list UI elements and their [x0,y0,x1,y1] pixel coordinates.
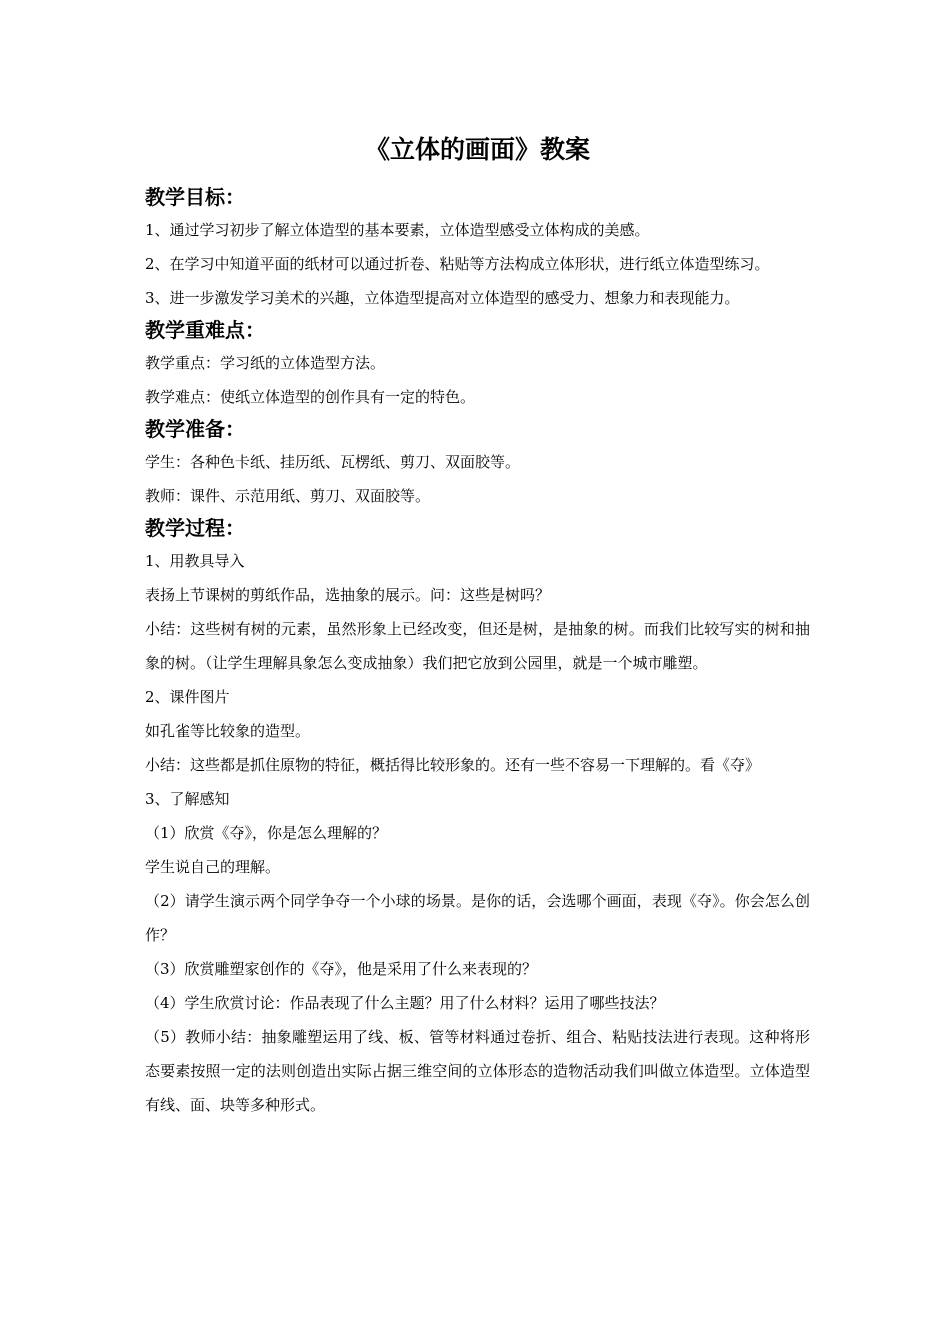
paragraph: 表扬上节课树的剪纸作品，选抽象的展示。问：这些是树吗？ [145,586,551,604]
paragraph: 2、在学习中知道平面的纸材可以通过折卷、粘贴等方法构成立体形状，进行纸立体造型练习。 [145,255,770,273]
paragraph: 2、课件图片 [145,688,230,706]
paragraph: 学生：各种色卡纸、挂历纸、瓦楞纸、剪刀、双面胶等。 [145,453,521,471]
paragraph: 1、通过学习初步了解立体造型的基本要素，立体造型感受立体构成的美感。 [145,221,650,239]
section-heading: 教学目标： [145,185,245,209]
paragraph: 如孔雀等比较象的造型。 [145,722,311,740]
paragraph: 教学难点：使纸立体造型的创作具有一定的特色。 [145,388,476,406]
paragraph: （5）教师小结：抽象雕塑运用了线、板、管等材料通过卷折、组合、粘贴技法进行表现。这种将形态要素按照一定的法则创造出实际占据三维空间的立体形态的造物活动我们叫做立体造型。立体造型有线、面、块等多种形式。 [145,1028,810,1114]
paragraph: 教学重点：学习纸的立体造型方法。 [145,354,386,372]
paragraph: （2）请学生演示两个同学争夺一个小球的场景。是你的话，会选哪个画面，表现《夺》。你会怎么创作？ [145,892,810,944]
section-key-points [145,315,810,414]
paragraph: 学生说自己的理解。 [145,858,281,876]
paragraph: （4）学生欣赏讨论：作品表现了什么主题？用了什么材料？运用了哪些技法？ [145,994,665,1012]
section-heading: 教学准备： [145,417,245,441]
section-objectives [145,182,810,315]
section-heading: 教学过程： [145,516,245,540]
paragraph: 小结：这些树有树的元素，虽然形象上已经改变，但还是树，是抽象的树。而我们比较写实的树和抽象的树。（让学生理解具象怎么变成抽象）我们把它放到公园里，就是一个城市雕塑。 [145,620,810,672]
section-process [145,513,810,1122]
paragraph: 1、用教具导入 [145,552,245,570]
document-title: 《立体的画面》教案 [364,135,590,164]
paragraph: 3、了解感知 [145,790,230,808]
section-heading: 教学重难点： [145,318,265,342]
paragraph: （3）欣赏雕塑家创作的《夺》，他是采用了什么来表现的？ [145,960,538,978]
paragraph: 教师：课件、示范用纸、剪刀、双面胶等。 [145,487,431,505]
section-preparation [145,414,810,513]
paragraph: 小结：这些都是抓住原物的特征，概括得比较形象的。还有一些不容易一下理解的。看《夺》 [145,756,761,774]
paragraph: 3、进一步激发学习美术的兴趣，立体造型提高对立体造型的感受力、想象力和表现能力。 [145,289,740,307]
paragraph: （1）欣赏《夺》，你是怎么理解的？ [145,824,388,842]
